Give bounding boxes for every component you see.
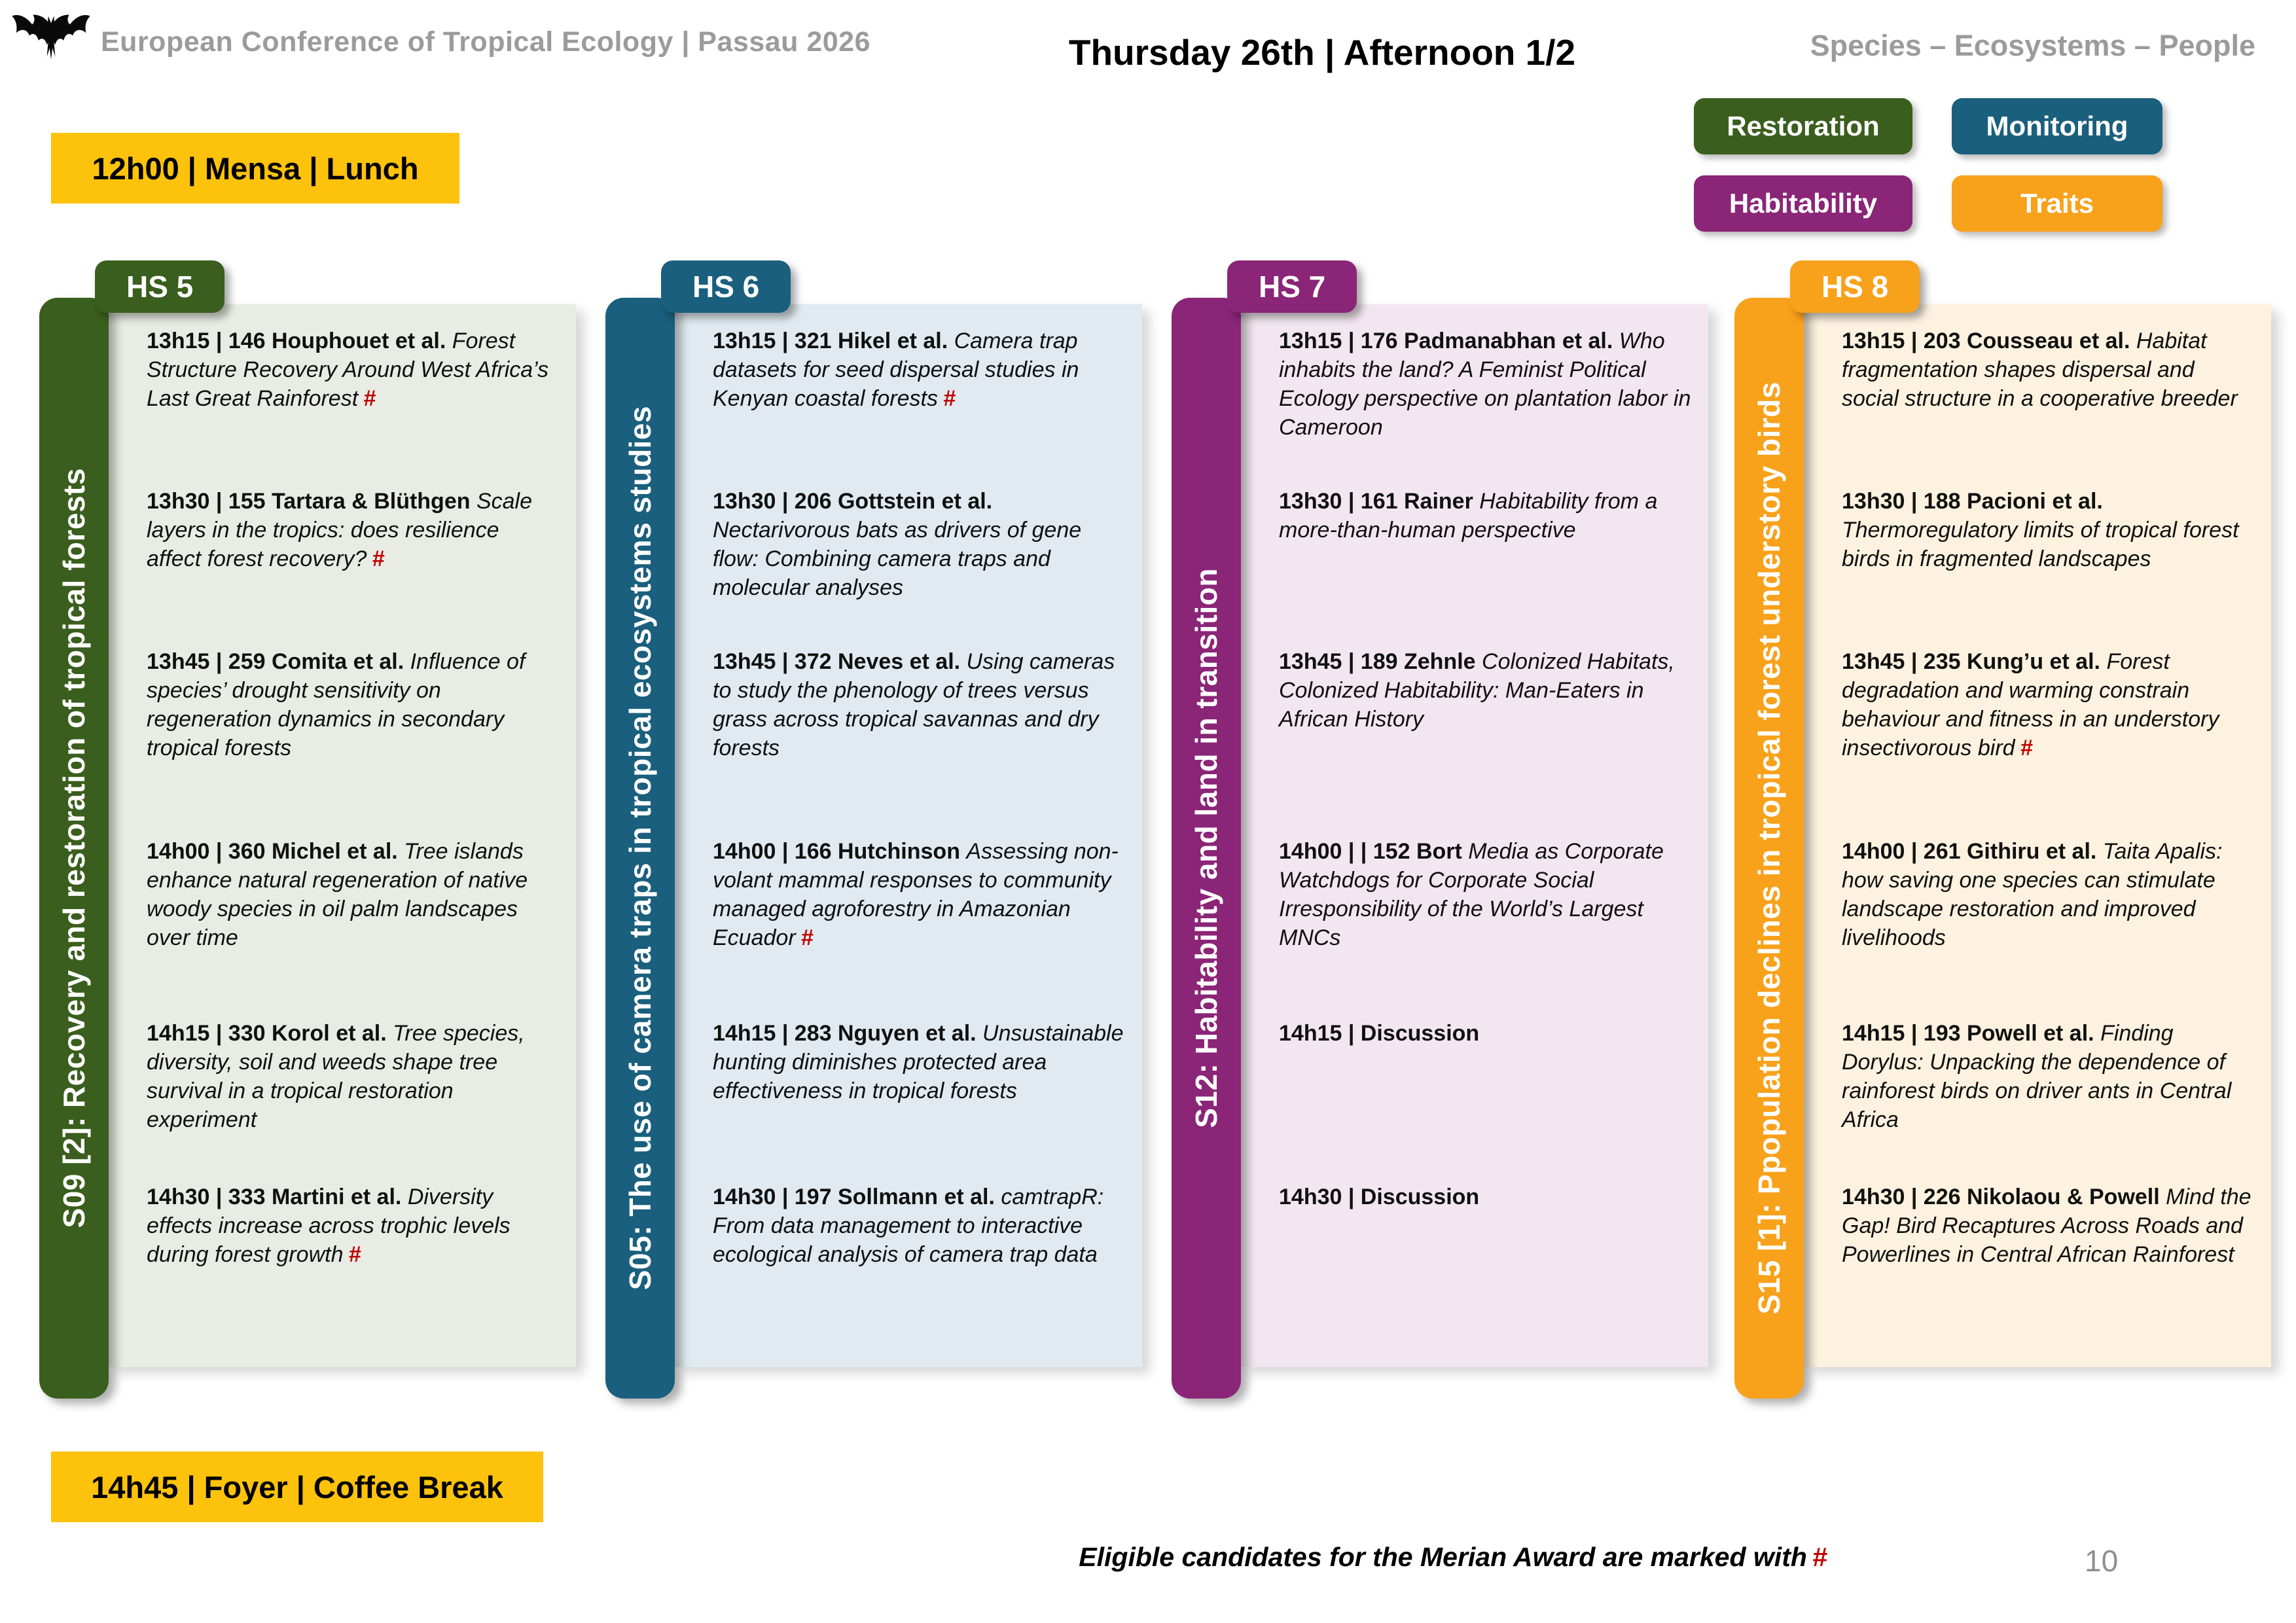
talk-title: Assessing non-volant mammal responses to community managed agroforestry in Amazonian Ecuador <box>713 839 1119 950</box>
talk-heading: 14h00 | | 152 Bort <box>1279 839 1469 864</box>
session-bar <box>1172 298 1241 1399</box>
legend-badge-label: Habitability <box>1729 188 1878 219</box>
talk-heading: 13h15 | 321 Hikel et al. <box>713 329 954 353</box>
talk-title: Forest degradation and warming constrain behaviour and fitness in an understory insectivorous bird <box>1842 649 2219 760</box>
session-bar <box>1734 298 1804 1399</box>
talk-entry <box>1842 838 2254 952</box>
merian-award-note-text: Eligible candidates for the Merian Award are marked with <box>1079 1542 1807 1572</box>
talk-entry <box>147 838 559 952</box>
talk-title: Nectarivorous bats as drivers of gene flow: Combining camera traps and molecular analyses <box>713 517 1082 600</box>
session-title: S05: The use of camera traps in tropical ecosystems studies <box>623 406 657 1291</box>
talk-heading: 14h30 | 333 Martini et al. <box>147 1185 408 1209</box>
talk-title: Finding Dorylus: Unpacking the dependence of rainforest birds on driver ants in Central Africa <box>1842 1021 2232 1132</box>
talk-title: camtrapR: From data management to interactive ecological analysis of camera trap data <box>713 1185 1104 1267</box>
session-title: S12: Habitability and land in transition <box>1189 568 1223 1128</box>
talk-heading: 14h30 | 197 Sollmann et al. <box>713 1185 1001 1209</box>
talk-heading: 14h30 | 226 Nikolaou & Powell <box>1842 1185 2166 1209</box>
talk-heading: 14h00 | 261 Githiru et al. <box>1842 839 2103 864</box>
room-chip: HS 7 <box>1227 260 1357 313</box>
talk-heading: 14h15 | 330 Korol et al. <box>147 1021 393 1046</box>
session-title: S09 [2]: Recovery and restoration of tropical forests <box>57 468 91 1228</box>
merian-award-hash-icon: # <box>2020 735 2033 760</box>
talk-entry <box>1842 1183 2254 1270</box>
talk-title: Media as Corporate Watchdogs for Corporate Social Irresponsibility of the World’s Largest MNCs <box>1279 839 1664 950</box>
talk-entry <box>713 648 1125 762</box>
room-chip: HS 6 <box>661 260 791 313</box>
talk-title: Camera trap datasets for seed dispersal studies in Kenyan coastal forests <box>713 329 1079 411</box>
talk-entry <box>1842 488 2254 574</box>
talk-heading: 14h00 | 360 Michel et al. <box>147 839 404 864</box>
talk-title: Tree species, diversity, soil and weeds shape tree survival in a tropical restoration experiment <box>147 1021 525 1132</box>
talk-title: Thermoregulatory limits of tropical forest birds in fragmented landscapes <box>1842 517 2239 571</box>
page-number: 10 <box>2085 1544 2119 1578</box>
talk-entry <box>713 838 1125 952</box>
talks-panel <box>675 304 1142 1367</box>
talk-heading: 13h45 | 372 Neves et al. <box>713 649 967 674</box>
talk-entry <box>713 1183 1125 1270</box>
session-title: S15 [1]: Ppopulation declines in tropical forest understory birds <box>1752 382 1786 1315</box>
talks-panel <box>1804 304 2271 1367</box>
merian-award-hash-icon: # <box>363 385 376 411</box>
session-column <box>1172 260 1708 1402</box>
talk-title: Using cameras to study the phenology of trees versus grass across tropical savannas and dry forests <box>713 649 1115 760</box>
talk-entry <box>1842 1020 2254 1134</box>
talk-heading: 13h45 | 189 Zehnle <box>1279 649 1482 674</box>
talks-panel <box>1241 304 1708 1367</box>
talk-heading: 14h30 | Discussion <box>1279 1185 1480 1209</box>
talk-heading: 14h15 | 283 Nguyen et al. <box>713 1021 983 1046</box>
session-column <box>1734 260 2271 1402</box>
talk-entry <box>147 648 559 762</box>
talk-heading: 13h45 | 235 Kung’u et al. <box>1842 649 2107 674</box>
merian-award-hash-icon: # <box>800 925 814 950</box>
legend-badge-label: Restoration <box>1727 111 1880 141</box>
session-bar <box>39 298 109 1399</box>
talk-entry <box>147 1183 559 1270</box>
talk-heading: 14h15 | 193 Powell et al. <box>1842 1021 2101 1046</box>
talk-heading: 13h15 | 146 Houphouet et al. <box>147 329 452 353</box>
legend-badge-label: Monitoring <box>1986 111 2128 141</box>
talks-panel <box>109 304 576 1367</box>
talk-heading: 13h15 | 203 Cousseau et al. <box>1842 329 2136 353</box>
talk-heading: 13h30 | 188 Pacioni et al. <box>1842 489 2103 514</box>
talk-heading: 13h30 | 206 Gottstein et al. <box>713 489 993 514</box>
talk-entry <box>1842 327 2254 414</box>
talk-entry <box>713 488 1125 602</box>
merian-award-note <box>995 1542 1911 1573</box>
session-column <box>605 260 1142 1402</box>
talk-title: Habitability from a more-than-human perspective <box>1279 489 1658 543</box>
talk-heading: 13h30 | 161 Rainer <box>1279 489 1480 514</box>
talk-entry <box>1279 1183 1691 1212</box>
merian-award-hash-icon: # <box>372 546 385 571</box>
conference-title: European Conference of Tropical Ecology | Passau 2026 <box>101 26 871 58</box>
room-chip: HS 8 <box>1790 260 1920 313</box>
talk-title: Influence of species’ drought sensitivity on regeneration dynamics in secondary tropical forests <box>147 649 526 760</box>
coffee-break-banner: 14h45 | Foyer | Coffee Break <box>51 1452 543 1522</box>
talk-title: Mind the Gap! Bird Recaptures Across Roads and Powerlines in Central African Rainforest <box>1842 1185 2251 1267</box>
lunch-banner: 12h00 | Mensa | Lunch <box>51 133 459 204</box>
room-chip: HS 5 <box>95 260 224 313</box>
talk-heading: 14h15 | Discussion <box>1279 1021 1480 1046</box>
talk-entry <box>713 327 1125 414</box>
talk-heading: 13h15 | 176 Padmanabhan et al. <box>1279 329 1619 353</box>
talk-title: Unsustainable hunting diminishes protected area effectiveness in tropical forests <box>713 1021 1124 1103</box>
talk-entry <box>1279 327 1691 442</box>
merian-award-hash-icon: # <box>942 385 956 411</box>
talk-entry <box>713 1020 1125 1106</box>
talk-title: Who inhabits the land? A Feminist Political Ecology perspective on plantation labor in Cameroon <box>1279 329 1691 440</box>
talk-title: Tree islands enhance natural regeneration of native woody species in oil palm landscapes over time <box>147 839 528 950</box>
talk-title: Scale layers in the tropics: does resilience affect forest recovery? <box>147 489 533 571</box>
page-title: Thursday 26th | Afternoon 1/2 <box>1068 32 1576 73</box>
talk-heading: 14h00 | 166 Hutchinson <box>713 839 967 864</box>
talk-entry <box>1279 838 1691 952</box>
session-column <box>39 260 576 1402</box>
talk-entry <box>147 327 559 414</box>
talk-title: Taita Apalis: how saving one species can stimulate landscape restoration and improved livelihoods <box>1842 839 2223 950</box>
talk-entry <box>1279 488 1691 545</box>
talk-entry <box>1279 648 1691 734</box>
talk-title: Diversity effects increase across trophic levels during forest growth <box>147 1185 511 1267</box>
conference-tagline: Species – Ecosystems – People <box>1810 29 2255 62</box>
talk-entry <box>147 1020 559 1134</box>
merian-award-hash-icon: # <box>348 1241 361 1267</box>
talk-title: Forest Structure Recovery Around West Africa’s Last Great Rainforest <box>147 329 549 411</box>
talk-title: Colonized Habitats, Colonized Habitability: Man-Eaters in African History <box>1279 649 1675 732</box>
talk-heading: 13h45 | 259 Comita et al. <box>147 649 410 674</box>
talk-title: Habitat fragmentation shapes dispersal and social structure in a cooperative breeder <box>1842 329 2238 411</box>
talk-heading: 13h30 | 155 Tartara & Blüthgen <box>147 489 476 514</box>
merian-award-hash-icon: # <box>1812 1542 1827 1572</box>
session-bar <box>605 298 675 1399</box>
talk-entry <box>1279 1020 1691 1048</box>
talk-entry <box>1842 648 2254 762</box>
talk-entry <box>147 488 559 574</box>
legend-badge-label: Traits <box>2020 188 2094 219</box>
